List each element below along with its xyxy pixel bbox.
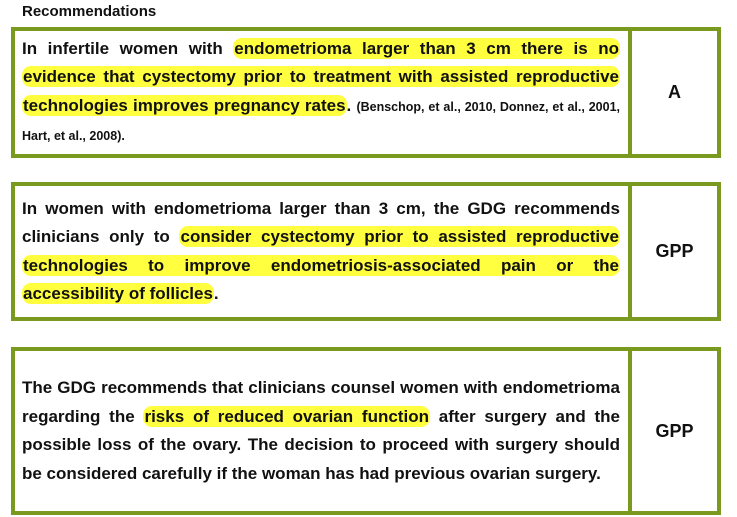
recommendation-text-before: In women with endometrioma larger than 3 cm, the GDG recommends clinicians only to	[22, 198, 620, 246]
recommendation-text-before: In infertile women with	[22, 38, 234, 58]
recommendation-paragraph	[22, 35, 620, 151]
recommendation-text-after: .	[346, 95, 352, 115]
recommendation-text-after: .	[213, 284, 219, 303]
recommendation-box	[11, 182, 721, 321]
recommendation-paragraph	[22, 374, 620, 488]
recommendation-text	[15, 31, 632, 154]
recommendation-box	[11, 27, 721, 158]
grade-cell: GPP	[655, 420, 694, 441]
recommendation-text-after: after surgery and the possible loss of the ovary. The decision to proceed with surgery should be considered carefully if the woman has had previous ovarian surgery.	[22, 406, 621, 483]
recommendation-text	[15, 186, 632, 317]
recommendation-box	[11, 347, 721, 515]
highlighted-text: consider cystectomy prior to assisted reproductive technologies to improve endometriosis-associated pain or the accessibility of follicles	[23, 227, 620, 303]
grade-cell: GPP	[655, 241, 694, 261]
grade-cell: A	[668, 82, 681, 102]
citation: (Benschop, et al., 2010, Donnez, et al., 2001, Hart, et al., 2008).	[22, 99, 621, 143]
highlighted-text: endometrioma larger than 3 cm there is no evidence that cystectomy prior to treatment with assisted reproductive technologies improves pregnancy rates	[23, 38, 619, 115]
recommendation-text	[15, 351, 632, 511]
section-heading: Recommendations	[22, 3, 157, 20]
highlighted-text: risks of reduced ovarian function	[144, 406, 429, 426]
recommendation-text-before: The GDG recommends that clinicians counsel women with endometrioma regarding the	[22, 378, 620, 426]
recommendation-paragraph	[22, 195, 620, 309]
